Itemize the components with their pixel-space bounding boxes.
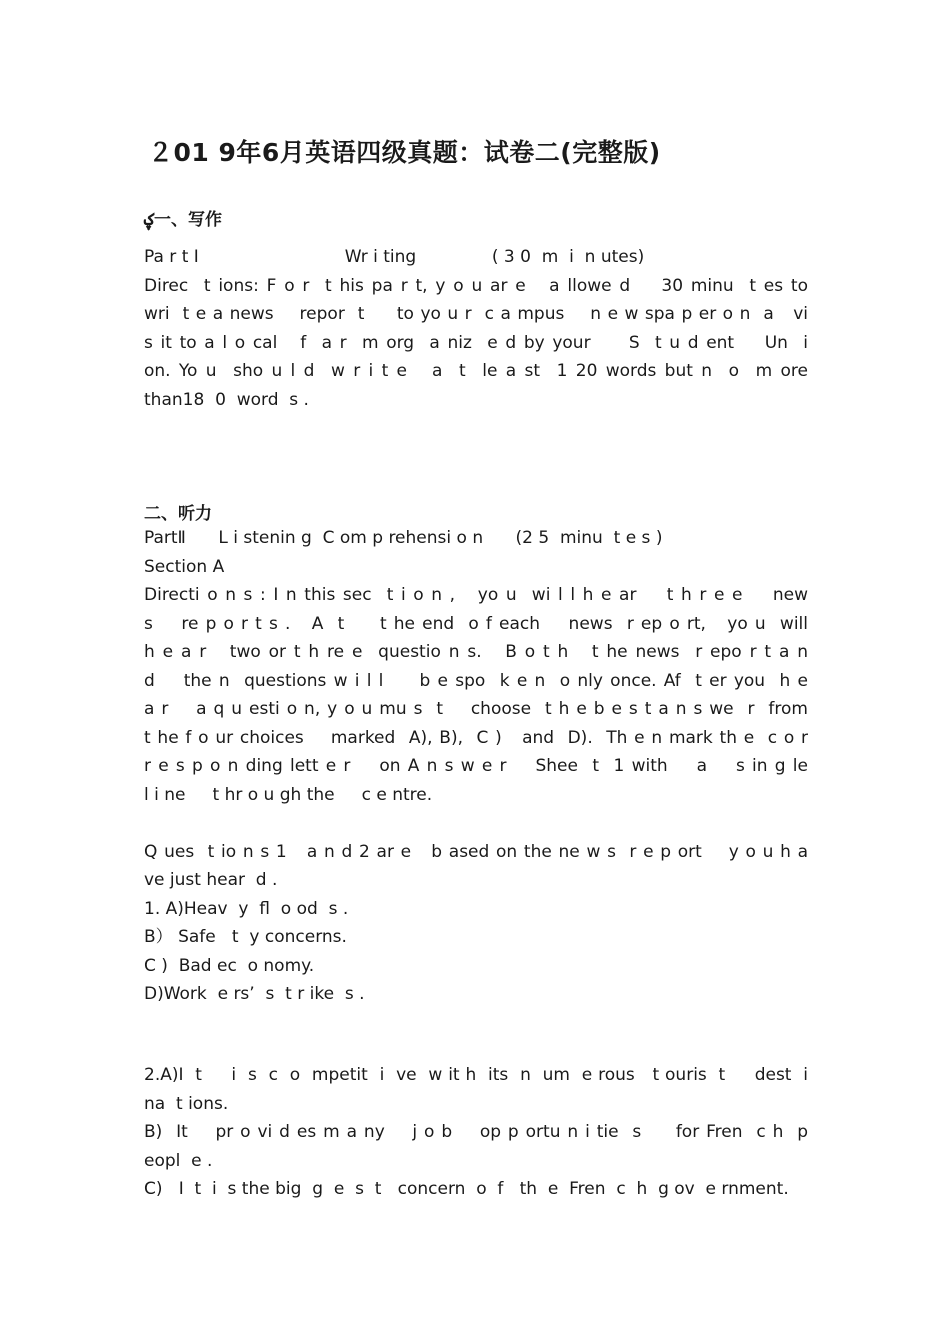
document-title: ２01 9年6月英语四级真题：试卷二(完整版) (148, 138, 661, 167)
question-2-option-c: C) I t i s the big g e s t concern o f th e Fren c h g ov e rnment. (144, 1179, 789, 1199)
writing-directions-line: than18 0 word s . (144, 389, 309, 410)
listening-directions-line: Directi o n s : I n this sec t i o n , yo u wi l l h e ar t h r e e new (144, 585, 808, 605)
section-heading-writing: ؼ一、写作 (144, 210, 222, 230)
question-1-option-d: D)Work e rs’ s t r ike s . (144, 984, 365, 1004)
question-1-option-b: B） Safe t y concerns. (144, 927, 347, 947)
writing-directions-line: s it to a l o cal f a r m org a niz e d by your S t u d ent Un i (144, 332, 808, 353)
writing-directions-line: Direc t ions: F o r t his pa r t, y o u ar e a llowe d 30 minu t es to (144, 275, 808, 296)
listening-directions-line: s re p o r t s . A t t he end o f each news r ep o rt, yo u will (144, 613, 808, 634)
question-1-option-a: 1. A)Heav y fl o od s . (144, 898, 349, 919)
section-heading-listening: 二、听力 (144, 504, 212, 524)
listening-part-line: PartⅡ L i stenin g C om p rehensi o n (2 5 minu t e s ) (144, 528, 663, 548)
writing-directions-line: on. Yo u sho u l d w r i t e a t le a st 1 20 words but n o m ore (144, 361, 808, 381)
questions-intro-line: ve just hear d . (144, 870, 278, 890)
question-1-option-c: C ) Bad ec o nomy. (144, 955, 315, 976)
questions-intro-line: Q ues t io n s 1 a n d 2 ar e b ased on the ne w s r e p ort y o u h a (144, 841, 808, 862)
listening-directions-line: a r a q u esti o n, y o u mu s t choose t h e b e s t a n s we r from (144, 699, 808, 719)
writing-part-line: Pa r t Ⅰ Wr i ting ( 3 0 m i n utes) (144, 247, 645, 267)
listening-directions-line: r e s p o n ding lett e r on A n s w e r Shee t 1 with a s in g le (144, 756, 808, 776)
listening-directions-line: d the n questions w i l l b e spo k e n o nly once. Af t er you h e (144, 670, 808, 691)
question-2-option-b: B) It pr o vi d es m a ny j o b op p ortu n i tie s for Fren c h p (144, 1122, 808, 1142)
writing-directions-line: wri t e a news repor t to yo u r c a mpus n e w spa p er o n a vi (144, 304, 808, 324)
question-2-option-a-continued: na t ions. (144, 1093, 229, 1114)
listening-directions-line: h e a r two or t h re e questio n s. B o t h t he news r epo r t a n (144, 642, 808, 662)
listening-directions-line: t he f o ur choices marked A), B), C ) and D). Th e n mark th e c o r (144, 727, 808, 748)
question-2-option-a: 2.A)I t i s c o mpetit i ve w it h its n um e rous t ouris t dest i (144, 1065, 808, 1085)
listening-section-label: Section A (144, 556, 225, 577)
question-2-option-b-continued: eopl e . (144, 1150, 213, 1171)
listening-directions-line: l i ne t hr o u gh the c e ntre. (144, 784, 433, 805)
